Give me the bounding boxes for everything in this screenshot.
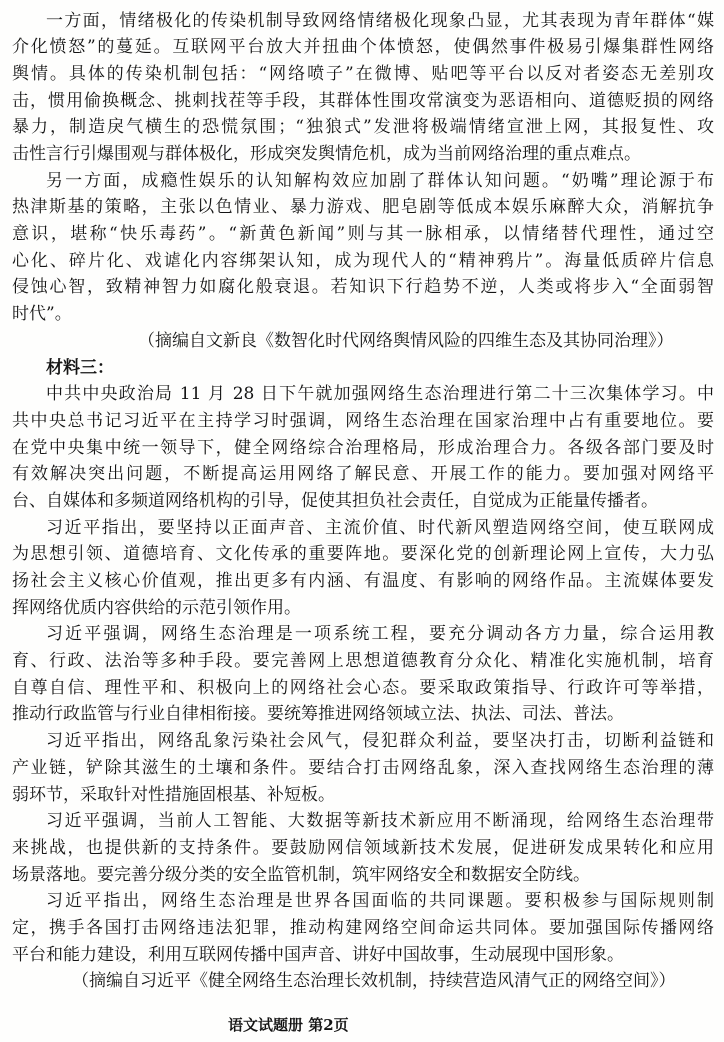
text-line: 挥网络优质内容供给的示范引领作用。 bbox=[12, 597, 301, 618]
text-line: 弱环节，采取针对性措施固根基、补短板。 bbox=[12, 784, 335, 805]
text-line: 为思想引领、道德培育、文化传承的重要阵地。要深化党的创新理论网上宣传，大力弘 bbox=[12, 544, 714, 565]
text-line: 共中央总书记习近平在主持学习时强调，网络生态治理在国家治理中占有重要地位。要 bbox=[12, 410, 714, 431]
text-line: 侵蚀心智，致精神智力如腐化般衰退。若知识下行趋势不逆，人类或将步入“全面弱智 bbox=[12, 277, 714, 298]
text-line: 台、自媒体和多频道网络机构的引导，促使其担负社会责任，自觉成为正能量传播者。 bbox=[12, 490, 658, 511]
text-line: 意识，堪称“快乐毒药”。“新黄色新闻”则与其一脉相承，以情绪替代理性，通过空 bbox=[12, 224, 714, 245]
material-three bbox=[12, 355, 714, 996]
paragraph bbox=[12, 888, 714, 968]
paragraph bbox=[12, 728, 714, 808]
text-line: 习近平强调，网络生态治理是一项系统工程，要充分调动各方力量，综合运用教 bbox=[46, 624, 714, 645]
text-line: 击性言行引爆围观与群体极化，形成突发舆情危机，成为当前网络治理的重点难点。 bbox=[12, 144, 641, 165]
text-line: 介化愤怒”的蔓延。互联网平台放大并扭曲个体愤怒，使偶然事件极易引爆集群性网络 bbox=[12, 37, 714, 58]
text-line: 扬社会主义核心价值观，推出更多有内涵、有温度、有影响的网络作品。主流媒体要发 bbox=[12, 571, 714, 592]
paragraph bbox=[12, 808, 714, 888]
paragraph bbox=[12, 168, 714, 328]
text-line: 一方面，情绪极化的传染机制导致网络情绪极化现象凸显，尤其表现为青年群体“媒 bbox=[46, 10, 714, 31]
section-heading: 材料三： bbox=[46, 357, 114, 378]
text-line: 来挑战，也提供新的支持条件。要鼓励网信领域新技术发展，促进研发成果转化和应用 bbox=[12, 837, 714, 858]
text-line: 场景落地。要完善分级分类的安全监管机制，筑牢网络安全和数据安全防线。 bbox=[12, 864, 590, 885]
text-line: 另一方面，成瘾性娱乐的认知解构效应加剧了群体认知问题。“奶嘴”理论源于布 bbox=[46, 170, 714, 191]
text-line: 击，惯用偷换概念、挑刺找茬等手段，其群体性围攻常演变为恶语相向、道德贬损的网络 bbox=[12, 90, 714, 111]
paragraph bbox=[12, 8, 714, 168]
paragraphs bbox=[12, 8, 714, 328]
page-footer: 语文试题册 第2页 bbox=[228, 1016, 349, 1034]
paragraph bbox=[12, 621, 714, 728]
material-two-excerpt bbox=[12, 8, 714, 355]
text-line: 习近平指出，要坚持以正面声音、主流价值、时代新风塑造网络空间，使互联网成 bbox=[46, 517, 714, 538]
text-line: 习近平强调，当前人工智能、大数据等新技术新应用不断涌现，给网络生态治理带 bbox=[46, 811, 714, 832]
text-line: 舆情。具体的传染机制包括：“网络喷子”在微博、贴吧等平台以反对者姿态无差别攻 bbox=[12, 63, 714, 84]
citation: （摘编自习近平《健全网络生态治理长效机制，持续营造风清气正的网络空间》） bbox=[72, 971, 676, 992]
text-line: 平台和能力建设，利用互联网传播中国声音、讲好中国故事，生动展现中国形象。 bbox=[12, 944, 624, 965]
text-line: 心化、碎片化、戏谑化内容绑架认知，成为现代人的“精神鸦片”。海量低质碎片信息 bbox=[12, 250, 714, 271]
text-line: 定，携手各国打击网络违法犯罪，推动构建网络空间命运共同体。要加强国际传播网络 bbox=[12, 917, 714, 938]
citation: （摘编自文新良《数智化时代网络舆情风险的四维生态及其协同治理》） bbox=[138, 330, 674, 351]
text-line: 在党中央集中统一领导下，健全网络综合治理格局，形成治理合力。各级各部门要及时 bbox=[12, 437, 714, 458]
text-line: 产业链，铲除其滋生的土壤和条件。要结合打击网络乱象，深入查找网络生态治理的薄 bbox=[12, 757, 714, 778]
text-line: 习近平指出，网络生态治理是世界各国面临的共同课题。要积极参与国际规则制 bbox=[46, 891, 714, 912]
paragraph bbox=[12, 515, 714, 622]
paragraphs bbox=[12, 381, 714, 968]
text-line: 自尊自信、理性平和、积极向上的网络社会心态。要采取政策指导、行政许可等举措， bbox=[12, 677, 714, 698]
text-line: 时代”。 bbox=[12, 304, 72, 325]
text-line: 热津斯基的策略，主张以色情业、暴力游戏、肥皂剧等低成本娱乐麻醉大众，消解抗争 bbox=[12, 197, 714, 218]
paragraph bbox=[12, 381, 714, 514]
text-block bbox=[12, 8, 714, 995]
text-line: 习近平指出，网络乱象污染社会风气，侵犯群众利益，要坚决打击，切断利益链和 bbox=[46, 731, 714, 752]
text-line: 暴力，制造戾气横生的恐慌氛围；“独狼式”发泄将极端情绪宣泄上网，其报复性、攻 bbox=[12, 117, 714, 138]
text-line: 有效解决突出问题，不断提高运用网络了解民意、开展工作的能力。要加强对网络平 bbox=[12, 464, 714, 485]
text-line: 中共中央政治局 11 月 28 日下午就加强网络生态治理进行第二十三次集体学习。中 bbox=[46, 384, 714, 405]
text-line: 育、行政、法治等多种手段。要完善网上思想道德教育分众化、精准化实施机制，培育 bbox=[12, 651, 714, 672]
text-line: 推动行政监管与行业自律相衔接。要统筹推进网络领域立法、执法、司法、普法。 bbox=[12, 704, 624, 725]
